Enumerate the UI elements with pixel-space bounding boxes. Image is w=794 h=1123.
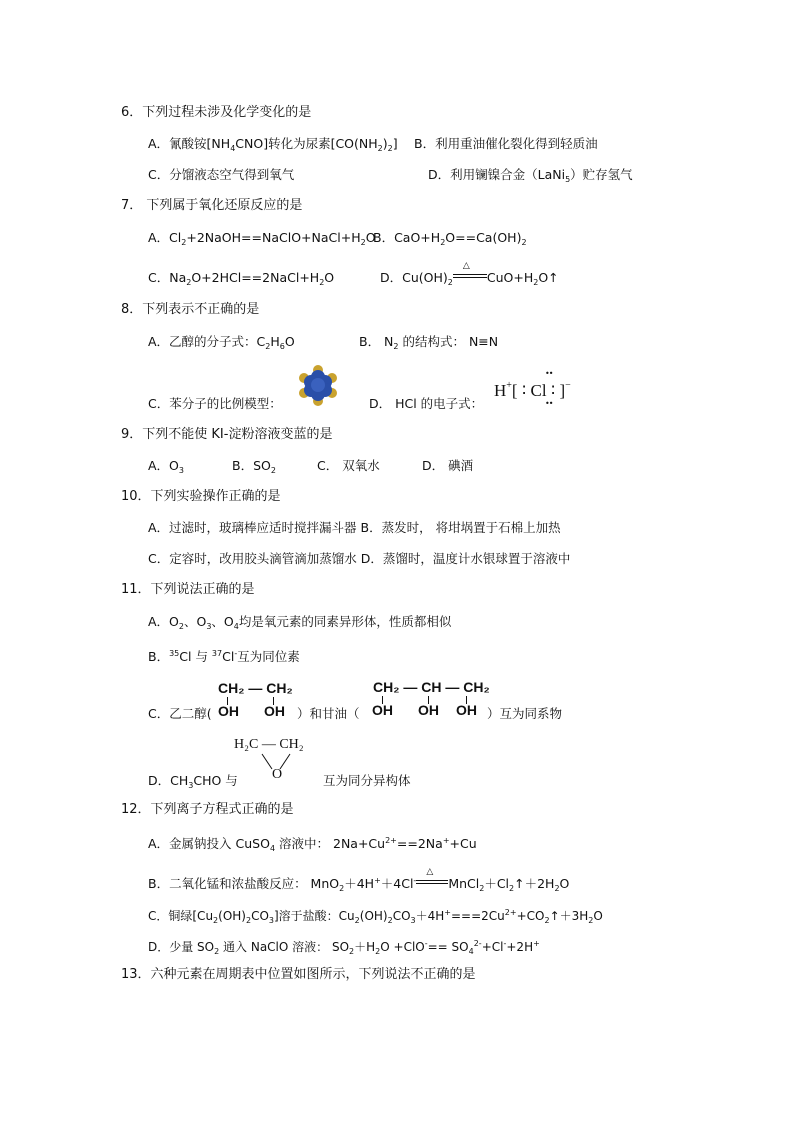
q8-stem: 8．下列表示不正确的是 [121,302,260,317]
q7-option-d: D．$Cu(OH)_2$ △ $CuO+H_2O↑$ [380,270,559,291]
benzene-space-filling-model [297,364,339,406]
glycol-backbone: CH₂ — CH₂ [218,680,293,696]
q11-option-d-prefix: D．$CH_3CHO$ 与 [148,773,238,790]
q10-stem: 10．下列实验操作正确的是 [121,489,281,504]
q9-option-c: C． 双氧水 [317,458,380,473]
q11-option-d-suffix: 互为同分异构体 [323,773,411,788]
q11-option-b: B．$^{35}$Cl 与 $^{37}$Cl-互为同位素 [148,649,300,664]
lone-pair-bottom: •• [545,399,553,408]
q8-option-a: A．乙醇的分子式：$C_2H_6O$ [148,334,295,351]
q6-option-a: A．氰酸铵$[NH_4CNO]$转化为尿素$[CO(NH_2)_2]$ [148,136,398,153]
glycol-oh-1: OH [218,703,239,719]
glycerol-oh-3: OH [456,702,477,718]
lone-pair-top: •• [545,369,553,378]
q11-stem: 11．下列说法正确的是 [121,582,255,597]
q11-option-c-prefix: C．乙二醇( [148,706,212,721]
glycerol-oh-2: OH [418,702,439,718]
epoxide-oxygen: O [272,767,283,782]
q10-options-ab: A．过滤时，玻璃棒应适时搅拌漏斗器 B．蒸发时， 将坩埚置于石棉上加热 [148,520,561,535]
glycol-oh-2: OH [264,703,285,719]
q8-option-b: B． $N_2$ 的结构式： N≡N [359,334,499,351]
q9-option-d: D． 碘酒 [422,458,474,473]
q10-options-cd: C．定容时，改用胶头滴管滴加蒸馏水 D．蒸馏时，温度计水银球置于溶液中 [148,551,571,566]
q7-option-a: A．$Cl_2+2NaOH==NaClO+NaCl+H_2O$ [148,230,376,247]
q6-option-b: B．利用重油催化裂化得到轻质油 [414,136,598,151]
heat-symbol: △ [426,867,434,877]
q13-stem: 13．六种元素在周期表中位置如图所示，下列说法不正确的是 [121,967,476,982]
epoxide-backbone: H₂C — CH₂ [234,737,304,752]
q7-option-c: C．$Na_2O+2HCl==2NaCl+H_2O$ [148,270,335,287]
q8-option-c: C．苯分子的比例模型： [148,396,282,411]
q6-option-c: C．分馏液态空气得到氧气 [148,167,295,182]
q11-option-c-middle: ）和甘油（ [297,706,360,721]
q12-option-a: A．金属钠投入 CuSO$_4$ 溶液中： $2Na+Cu^{2+}==2Na^++Cu$ [148,836,477,853]
q7-option-b: B．$CaO+H_2O==Ca(OH)_2$ [373,230,527,247]
heat-symbol: △ [462,261,470,271]
q7-stem: 7． 下列属于氧化还原反应的是 [121,198,303,213]
q12-stem: 12．下列离子方程式正确的是 [121,802,294,817]
glycerol-backbone: CH₂ — CH — CH₂ [373,679,490,695]
q6-stem: 6．下列过程未涉及化学变化的是 [121,105,312,120]
q9-option-b: B．$SO_2$ [232,458,276,475]
q11-option-c-suffix: ）互为同系物 [487,706,563,721]
q12-option-c: C．铜绿$[Cu_2(OH)_2CO_3]$溶于盐酸：$Cu_2(OH)_2CO_3+4H^+===2Cu^{2+}+CO_2↑+3H_2O$ [148,908,603,925]
hcl-electron-formula: H+[ ∶ Cl ∶ ]− [494,380,571,400]
q9-option-a: A．$O_3$ [148,458,184,475]
q12-option-d: D．少量 $SO_2$ 通入 NaClO 溶液： $SO_2+H_2O +ClO^-== SO_4^{2-}+Cl^-+2H^+$ [148,939,540,956]
q8-option-d: D． HCl 的电子式： [369,396,484,411]
q11-option-a: A．$O_2$、$O_3$、$O_4$均是氧元素的同素异形体，性质都相似 [148,614,452,631]
q6-option-d: D．利用镧镍合金（LaNi$_5$）贮存氢气 [428,167,633,184]
q9-stem: 9．下列不能使 KI-淀粉溶液变蓝的是 [121,427,333,442]
glycerol-oh-1: OH [372,702,393,718]
q12-option-b: B．二氧化锰和浓盐酸反应： MnO$_2$＋4H+＋4Cl- △ $MnCl_2+Cl_2↑+2H_2O$ [148,873,569,897]
